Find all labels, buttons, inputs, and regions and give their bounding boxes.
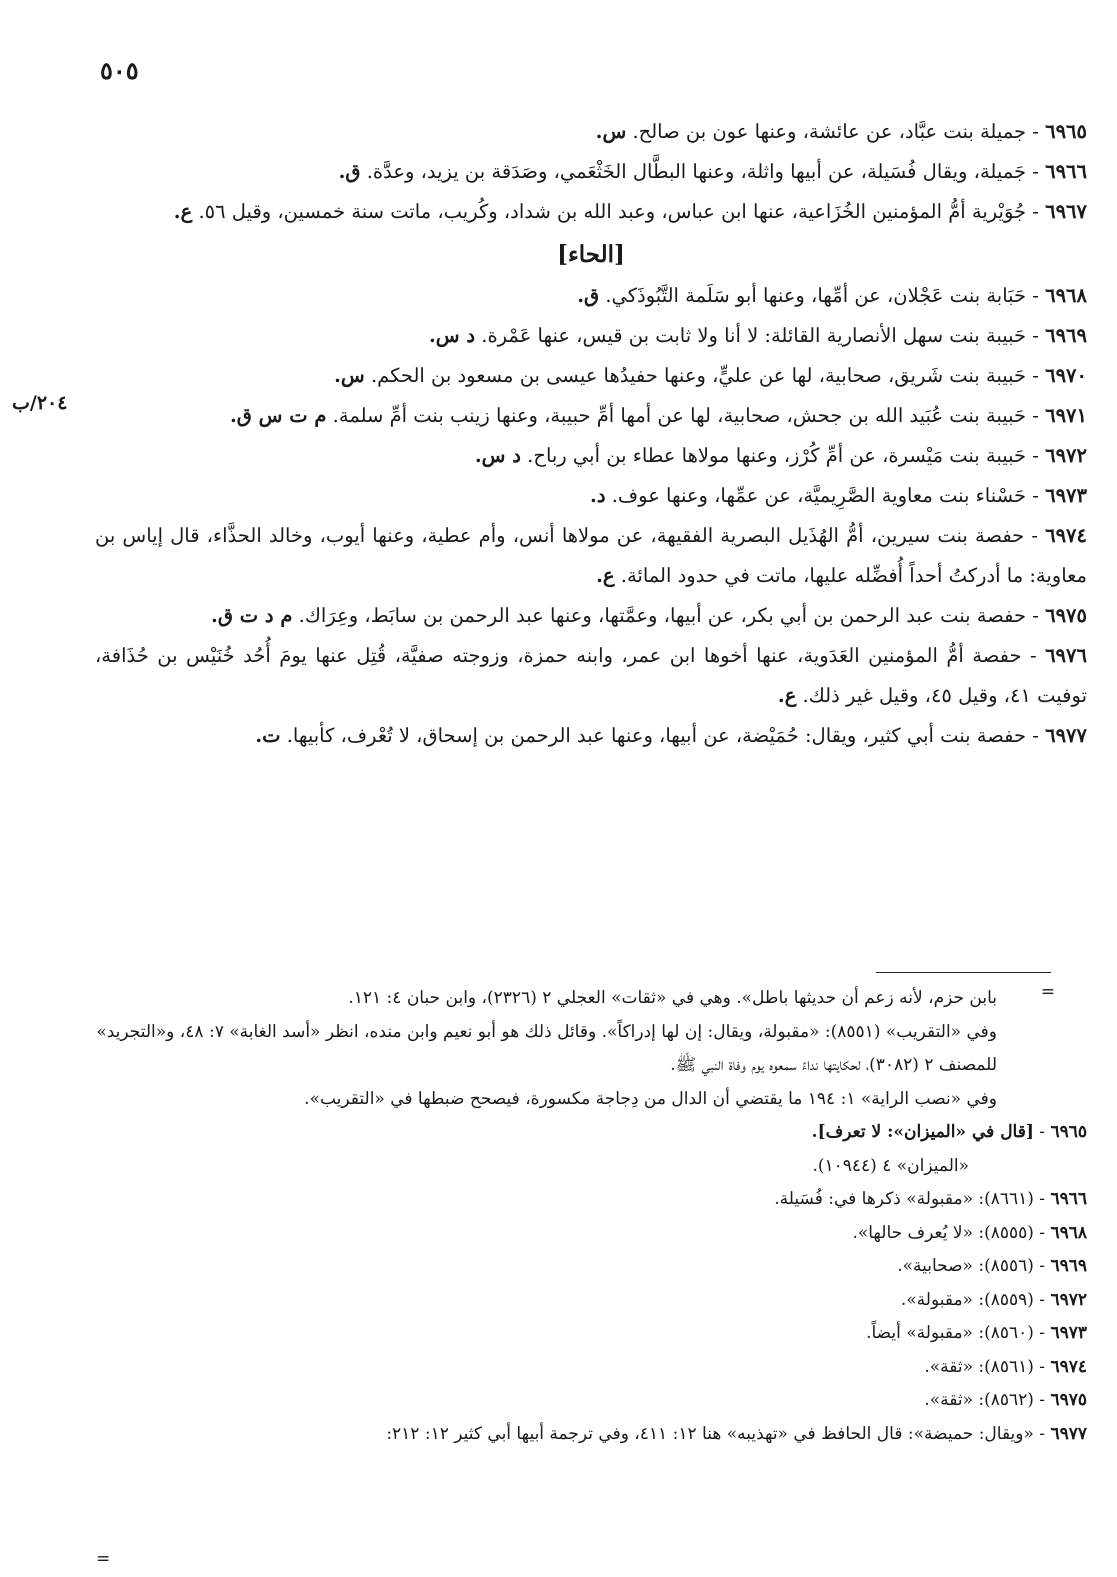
footnote-number: ٦٩٧٣ [1050, 1323, 1087, 1343]
footnote-text: (٨٦٦١): «مقبولة» ذكرها في: فُسَيلة. [774, 1189, 1034, 1209]
footnote-line: ٦٩٧٣ - (٨٥٦٠): «مقبولة» أيضاً. [866, 1323, 1087, 1343]
footnote-text: وفي «نصب الراية» ١: ١٩٤ ما يقتضي أن الدال من دِجاجة مكسورة، فيصحح ضبطها في «التقريب». [304, 1088, 997, 1109]
entry-code: ع. [173, 200, 193, 223]
footnote-text: (٨٥٦٢): «ثقة». [924, 1390, 1034, 1410]
entry-text: جميلة بنت عبَّاد، عن عائشة، وعنها عون بن صالح. [632, 120, 1027, 143]
entry-code: ق. [577, 284, 600, 307]
footnote-number: ٦٩٦٦ [1050, 1189, 1087, 1209]
entry: ٦٩٧٦ - حفصة أمُّ المؤمنين العَدَوية، عنها أخوها ابن عمر، وابنه حمزة، وزوجته صفيَّة، قُتِل عنها يومَ أُحُد خُنَيْس بن حُذَافة، توفيت ٤١، وقيل ٤٥، وقيل غير ذلك. ع. [95, 644, 1087, 707]
entry-number: ٦٩٧٦ [1045, 644, 1087, 667]
footnotes [95, 982, 1087, 1451]
footnote-subline: «الميزان» ٤ (١٠٩٤٤). [812, 1155, 969, 1176]
footnote-text: بابن حزم، لأنه زعم أن حديثها باطل». وهي في «ثقات» العجلي ٢ (٢٣٢٦)، وابن حبان ٤: ١٢١. [348, 988, 997, 1008]
entry: ٦٩٦٧ - جُوَيْرية أمُّ المؤمنين الخُزَاعية، عنها ابن عباس، وعبد الله بن شداد، وكُريب، ماتت سنة خمسين، وقيل ٥٦. ع. [173, 200, 1087, 223]
entry-code: د س. [474, 444, 521, 467]
entry: ٦٩٧٠ - حَبيبة بنت شَريق، صحابية، لها عن عليٍّ، وعنها حفيدُها عيسى بن مسعود بن الحكم. س. [334, 364, 1087, 387]
footnote-text: (٨٥٥٦): «صحابية». [897, 1256, 1034, 1276]
entry: ٦٩٦٥ - جميلة بنت عبَّاد، عن عائشة، وعنها عون بن صالح. س. [595, 120, 1087, 143]
entry-code: ع. [596, 564, 615, 587]
entry-text: جَميلة، ويقال فُسَيلة، عن أبيها واثلة، وعنها البطَّال الخَثْعَمي، وصَدَقة بن يزيد، وعدَّة. [366, 160, 1027, 183]
entry: ٦٩٦٨ - حَبَابة بنت عَجْلان، عن أمِّها، وعنها أبو سَلَمة التَّبُوذَكي. ق. [577, 284, 1087, 307]
footnote-line: ٦٩٧٤ - (٨٥٦١): «ثقة». [924, 1356, 1087, 1377]
footnote-number: ٦٩٧٧ [1050, 1423, 1087, 1444]
entry-text: حفصة بنت سيرين، أمُّ الهُذَيل البصرية الفقيهة، عن مولاها أنس، وأم عطية، وعنها أيوب، وخالد الحذَّاء، قال إياس بن معاوية: ما أدركتُ أحداً أُفضِّله عليها، ماتت في حدود المائة. [95, 524, 1087, 587]
footnote-number: ٦٩٧٥ [1050, 1390, 1087, 1410]
entry-code: س. [595, 120, 627, 143]
entry: ٦٩٧٣ - حَسْناء بنت معاوية الصَّرِيميَّة، عن عمِّها، وعنها عوف. د. [590, 484, 1087, 507]
footnote-line: ٦٩٦٥ - [قال في «الميزان»: لا تعرف]. [811, 1122, 1087, 1142]
main-text [95, 112, 1087, 756]
entry: ٦٩٦٩ - حَبيبة بنت سهل الأنصارية القائلة: لا أنا ولا ثابت بن قيس، عنها عَمْرة. د س. [428, 324, 1087, 347]
footnote-number: ٦٩٧٢ [1050, 1289, 1087, 1310]
footnote-paragraph [95, 1083, 1087, 1117]
entry-text: حَبيبة بنت عُبَيد الله بن جحش، صحابية، لها عن أمها أمِّ حبيبة، وعنها زينب بنت أمِّ سلمة. [332, 404, 1027, 427]
page-number: ٥٠٥ [100, 56, 139, 85]
entry-number: ٦٩٦٧ [1045, 200, 1087, 223]
footnote-text: (٨٥٥٥): «لا يُعرف حالها». [852, 1222, 1034, 1243]
entry-number: ٦٩٧٠ [1045, 364, 1087, 387]
entry-code: ق. [338, 160, 361, 183]
footnote-line: ٦٩٦٨ - (٨٥٥٥): «لا يُعرف حالها». [852, 1222, 1087, 1243]
entry-number: ٦٩٦٦ [1045, 160, 1087, 183]
entry-number: ٦٩٦٨ [1045, 284, 1087, 307]
entry: ٦٩٧٤ - حفصة بنت سيرين، أمُّ الهُذَيل البصرية الفقيهة، عن مولاها أنس، وأم عطية، وعنها أيوب، وخالد الحذَّاء، قال إياس بن معاوية: ما أدركتُ أحداً أُفضِّله عليها، ماتت في حدود المائة. ع. [95, 524, 1087, 587]
footnote-number: ٦٩٧٤ [1050, 1356, 1087, 1377]
entry: ٦٩٧١ - حَبيبة بنت عُبَيد الله بن جحش، صحابية، لها عن أمها أمِّ حبيبة، وعنها زينب بنت أمِّ سلمة. م ت س ق. [229, 404, 1087, 427]
footnote-number: ٦٩٦٥ [1050, 1122, 1087, 1142]
footnote-line: ٦٩٦٩ - (٨٥٥٦): «صحابية». [897, 1256, 1087, 1276]
entry-text: حَبَابة بنت عَجْلان، عن أمِّها، وعنها أبو سَلَمة التَّبُوذَكي. [605, 284, 1027, 307]
entry-code: ع. [777, 684, 797, 707]
entry: ٦٩٧٥ - حفصة بنت عبد الرحمن بن أبي بكر، عن أبيها، وعمَّتها، وعنها عبد الرحمن بن سابَط، وعِرَاك. م د ت ق. [211, 604, 1087, 627]
footnote-text: وفي «التقريب» (٨٥٥١): «مقبولة، ويقال: إن لها إدراكاً». وقائل ذلك هو أبو نعيم وابن منده، انظر «أسد الغابة» ٧: ٤٨، و«التجريد» للمصنف ٢ (٣٠٨٢)، لحكايتها نداءً سمعوه يوم وفاة النبي ﷺ. [96, 1021, 997, 1075]
entry-text: حَبيبة بنت مَيْسرة، عن أمِّ كُرْز، وعنها مولاها عطاء بن أبي رباح. [527, 444, 1027, 467]
entry-code: د س. [428, 324, 476, 347]
entry-code: م د ت ق. [211, 604, 293, 627]
section-heading: [الحاء] [557, 241, 625, 268]
entry-number: ٦٩٦٩ [1045, 324, 1087, 347]
footnote-text: (٨٥٥٩): «مقبولة». [900, 1289, 1034, 1310]
entry-code: م ت س ق. [229, 404, 327, 427]
continuation-mark-bottom: = [96, 1549, 111, 1569]
footnote-number: ٦٩٦٩ [1050, 1256, 1087, 1276]
entry-code: ت. [255, 724, 281, 747]
entry-number: ٦٩٧٧ [1045, 724, 1087, 747]
entry-text: جُوَيْرية أمُّ المؤمنين الخُزَاعية، عنها ابن عباس، وعبد الله بن شداد، وكُريب، ماتت سنة خمسين، وقيل ٥٦. [198, 200, 1027, 223]
continuation-mark-top: = [1040, 982, 1055, 1002]
footnote-paragraph [95, 982, 1087, 1016]
footnote-number: ٦٩٦٨ [1050, 1222, 1087, 1243]
entry-number: ٦٩٧٤ [1045, 524, 1087, 547]
footnote-line: ٦٩٧٧ - «ويقال: حميضة»: قال الحافظ في «تهذيبه» هنا ١٢: ٤١١، وفي ترجمة أبيها أبي كثير ١٢: ٢١٢: [386, 1423, 1087, 1444]
footnote-line: ٦٩٦٦ - (٨٦٦١): «مقبولة» ذكرها في: فُسَيلة. [774, 1189, 1087, 1209]
entry-text: حَسْناء بنت معاوية الصَّرِيميَّة، عن عمِّها، وعنها عوف. [611, 484, 1027, 507]
entry-text: حفصة بنت أبي كثير، ويقال: حُمَيْضة، عن أبيها، وعنها عبد الرحمن بن إسحاق، لا تُعْرف، كأبيها. [286, 724, 1027, 747]
entry-code: س. [334, 364, 365, 387]
footnote-text: [قال في «الميزان»: لا تعرف]. [811, 1122, 1034, 1142]
footnote-text: «ويقال: حميضة»: قال الحافظ في «تهذيبه» هنا ١٢: ٤١١، وفي ترجمة أبيها أبي كثير ١٢: ٢١٢: [386, 1423, 1034, 1444]
footnote-line: ٦٩٧٢ - (٨٥٥٩): «مقبولة». [900, 1289, 1087, 1310]
footnote-text: (٨٥٦٠): «مقبولة» أيضاً. [866, 1323, 1034, 1343]
footnote-divider [876, 972, 1051, 973]
footnote-text: (٨٥٦١): «ثقة». [924, 1356, 1034, 1377]
entry-text: حَبيبة بنت سهل الأنصارية القائلة: لا أنا ولا ثابت بن قيس، عنها عَمْرة. [481, 324, 1027, 347]
entry-text: حفصة أمُّ المؤمنين العَدَوية، عنها أخوها ابن عمر، وابنه حمزة، وزوجته صفيَّة، قُتِل عنها يومَ أُحُد خُنَيْس بن حُذَافة، توفيت ٤١، وقيل ٤٥، وقيل غير ذلك. [95, 644, 1087, 707]
footnote-paragraph [95, 1016, 1087, 1083]
margin-reference: ٢٠٤/ب [12, 392, 68, 414]
entry: ٦٩٦٦ - جَميلة، ويقال فُسَيلة، عن أبيها واثلة، وعنها البطَّال الخَثْعَمي، وصَدَقة بن يزيد، وعدَّة. ق. [338, 160, 1087, 183]
entry-code: د. [590, 484, 606, 507]
entry-text: حَبيبة بنت شَريق، صحابية، لها عن عليٍّ، وعنها حفيدُها عيسى بن مسعود بن الحكم. [370, 364, 1027, 387]
entry-text: حفصة بنت عبد الرحمن بن أبي بكر، عن أبيها، وعمَّتها، وعنها عبد الرحمن بن سابَط، وعِرَاك. [298, 604, 1027, 627]
entry-number: ٦٩٧١ [1045, 404, 1087, 427]
entry: ٦٩٧٢ - حَبيبة بنت مَيْسرة، عن أمِّ كُرْز، وعنها مولاها عطاء بن أبي رباح. د س. [474, 444, 1087, 467]
entry-number: ٦٩٧٣ [1045, 484, 1087, 507]
entry: ٦٩٧٧ - حفصة بنت أبي كثير، ويقال: حُمَيْضة، عن أبيها، وعنها عبد الرحمن بن إسحاق، لا تُعْرف، كأبيها. ت. [255, 724, 1087, 747]
footnote-line: ٦٩٧٥ - (٨٥٦٢): «ثقة». [924, 1390, 1087, 1410]
entry-number: ٦٩٧٢ [1045, 444, 1087, 467]
entry-number: ٦٩٧٥ [1045, 604, 1087, 627]
entry-number: ٦٩٦٥ [1045, 120, 1087, 143]
